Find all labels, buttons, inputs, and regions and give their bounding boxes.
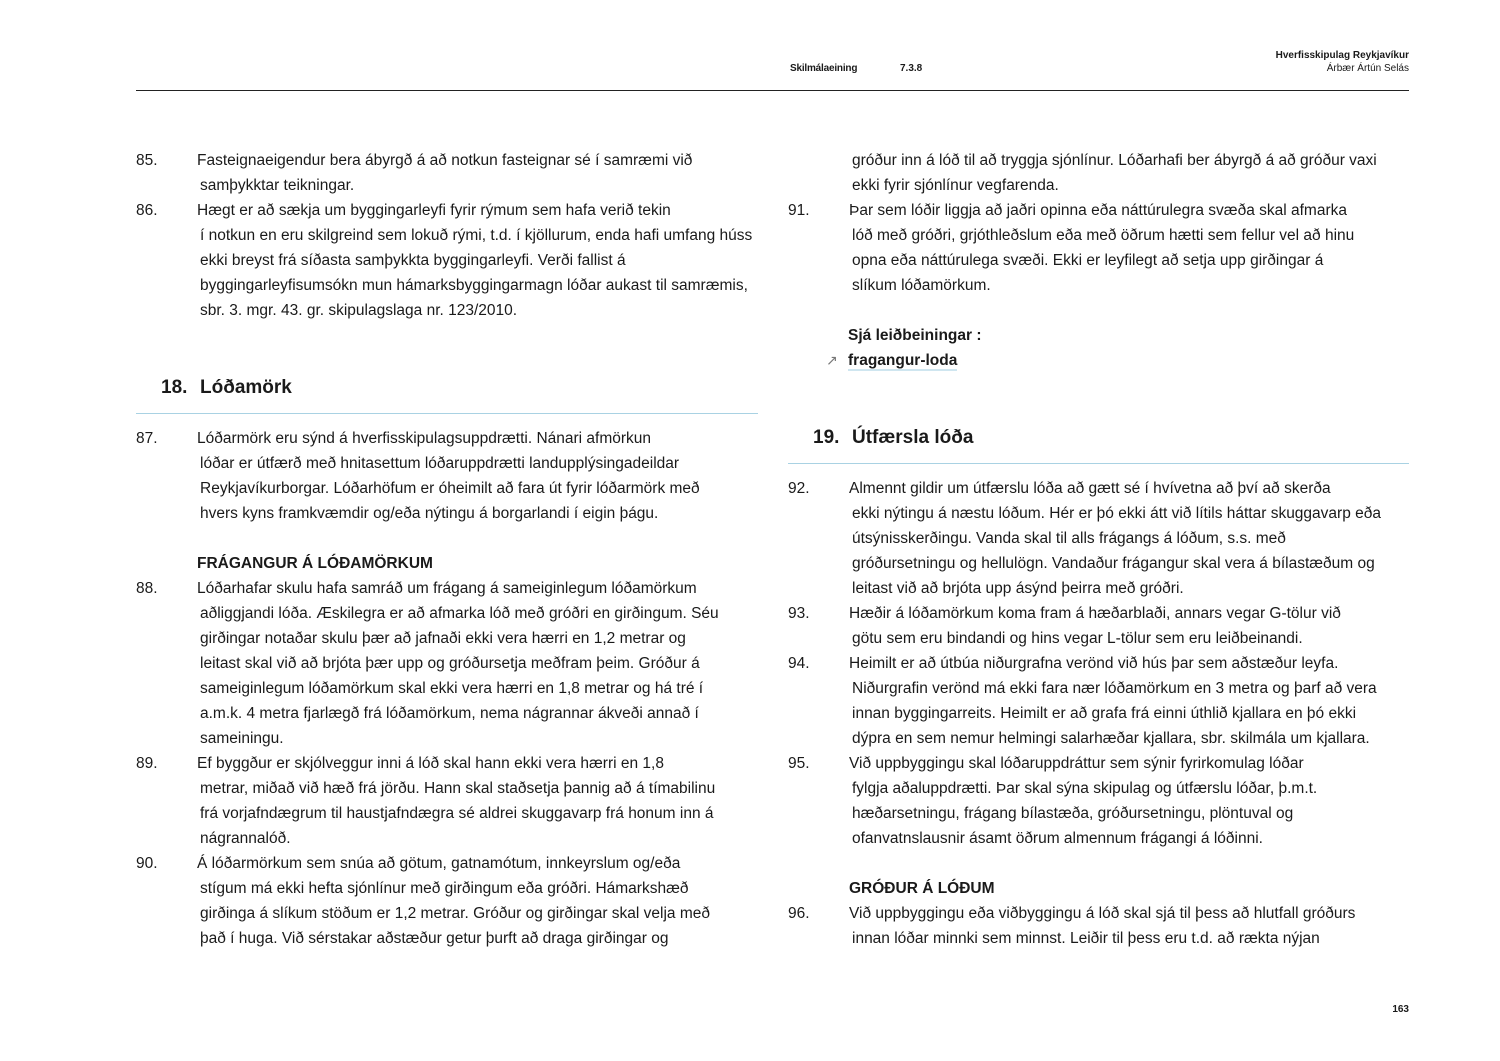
list-item <box>136 426 758 526</box>
item-continuation: fylgja aðaluppdrætti. Þar skal sýna skipulag og útfærslu lóðar, þ.m.t. hæðarsetningu, frágang bílastæða, gróðursetningu, plöntuval og ofanvatnslausnir ásamt öðrum almennum frágangi á lóðinni. <box>852 780 1318 847</box>
item-first-line: Við uppbyggingu eða viðbyggingu á lóð skal sjá til þess að hlutfall gróðurs <box>849 905 1356 922</box>
list-item <box>788 198 1409 298</box>
item-number: 88. <box>136 580 158 597</box>
list-item <box>788 751 1409 851</box>
subheading: GRÓÐUR Á LÓÐUM <box>849 880 995 897</box>
item-continuation: samþykktar teikningar. <box>200 177 355 194</box>
item-first-line: Heimilt er að útbúa niðurgrafna verönd við hús þar sem aðstæður leyfa. <box>849 655 1339 672</box>
header-section-number: 7.3.8 <box>900 63 923 74</box>
section-heading-19 <box>788 425 1409 464</box>
item-first-line: Lóðarhafar skulu hafa samráð um frágang á sameiginlegum lóðamörkum <box>197 580 697 597</box>
carry-over-text: gróður inn á lóð til að tryggja sjónlínur. Lóðarhafi ber ábyrgð á að gróður vaxi ekki fyrir sjónlínur vegfarenda. <box>852 152 1377 194</box>
item-continuation: aðliggjandi lóða. Æskilegra er að afmarka lóð með gróðri en girðingum. Séu girðingar notaðar skulu þær að jafnaði ekki vera hærri en 1,2 metrar og leitast skal við að brjóta þær upp og gróðursetja meðfram þeim. Gróður á sameiginlegum lóðamörkum skal ekki vera hærri en 1,8 metrar og há tré í a.m.k. 4 metra fjarlægð frá lóðamörkum, nema nágrannar ákveði annað í sameiningu. <box>200 605 719 747</box>
list-item <box>136 198 758 323</box>
list-item <box>788 601 1409 651</box>
list-item <box>788 651 1409 751</box>
section-number: 19. <box>813 427 840 448</box>
item-first-line: Þar sem lóðir liggja að jaðri opinna eða náttúrulegra svæða skal afmarka <box>849 202 1347 219</box>
section-heading-18 <box>136 375 758 414</box>
section-title: Útfærsla lóða <box>852 427 974 448</box>
item-number: 93. <box>788 605 810 622</box>
item-first-line: Við uppbyggingu skal lóðaruppdráttur sem sýnir fyrirkomulag lóðar <box>849 755 1304 772</box>
item-first-line: Lóðarmörk eru sýnd á hverfisskipulagsuppdrætti. Nánari afmörkun <box>197 430 652 447</box>
page-header <box>136 0 1409 91</box>
item-number: 87. <box>136 430 158 447</box>
item-continuation: í notkun en eru skilgreind sem lokuð rými, t.d. í kjöllurum, enda hafi umfang húss ekki breyst frá síðasta samþykkta byggingarleyfi. Verði fallist á byggingarleyfisumsókn mun hámarksbyggingarmagn lóðar aukast til samræmis, sbr. 3. mgr. 43. gr. skipulagslaga nr. 123/2010. <box>200 227 753 319</box>
item-number: 91. <box>788 202 810 219</box>
page-number: 163 <box>1392 1004 1409 1015</box>
header-section-label: Skilmálaeining <box>790 63 858 74</box>
item-first-line: Hægt er að sækja um byggingarleyfi fyrir rýmum sem hafa verið tekin <box>197 202 671 219</box>
item-first-line: Almennt gildir um útfærslu lóða að gætt sé í hvívetna að því að skerða <box>849 480 1331 497</box>
item-first-line: Á lóðarmörkum sem snúa að götum, gatnamótum, innkeyrslum og/eða <box>197 855 681 872</box>
item-continuation: innan lóðar minnki sem minnst. Leiðir til þess eru t.d. að rækta nýjan <box>852 930 1320 947</box>
right-column <box>788 148 1409 951</box>
item-number: 92. <box>788 480 810 497</box>
item-first-line: Ef byggður er skjólveggur inni á lóð skal hann ekki vera hærri en 1,8 <box>197 755 664 772</box>
list-item <box>136 576 758 751</box>
item-first-line: Hæðir á lóðamörkum koma fram á hæðarblaði, annars vegar G-tölur við <box>849 605 1341 622</box>
item-number: 90. <box>136 855 158 872</box>
item-number: 95. <box>788 755 810 772</box>
item-number: 85. <box>136 152 158 169</box>
left-column <box>136 148 758 951</box>
external-link-icon: ↗ <box>826 352 838 368</box>
list-item <box>136 751 758 851</box>
list-item <box>788 476 1409 601</box>
item-continuation: ekki nýtingu á næstu lóðum. Hér er þó ekki átt við lítils háttar skuggavarp eða útsýnisskerðingu. Vanda skal til alls frágangs á lóðum, s.s. með gróðursetningu og hellulögn. Vandaður frágangur skal vera á bílastæðum og leitast við að brjóta upp ásýnd þeirra með gróðri. <box>852 505 1381 597</box>
item-continuation: stígum má ekki hefta sjónlínur með girðingum eða gróðri. Hámarkshæð girðinga á slíkum stöðum er 1,2 metrar. Gróður og girðingar skal velja með það í huga. Við sérstakar aðstæður getur þurft að draga girðingar og <box>200 880 711 947</box>
header-doc-title: Hverfisskipulag Reykjavíkur <box>1275 50 1409 61</box>
guide-link-row[interactable] <box>788 348 1409 373</box>
item-number: 96. <box>788 905 810 922</box>
list-item <box>788 901 1409 951</box>
guide-link[interactable]: fragangur-loda <box>848 352 958 369</box>
subheading: FRÁGANGUR Á LÓÐAMÖRKUM <box>197 555 433 572</box>
item-continuation: metrar, miðað við hæð frá jörðu. Hann skal staðsetja þannig að á tímabilinu frá vorjafndægrum til haustjafndægra sé aldrei skuggavarp frá honum inn á nágrannalóð. <box>200 780 716 847</box>
item-number: 89. <box>136 755 158 772</box>
item-continuation: götu sem eru bindandi og hins vegar L-tölur sem eru leiðbeinandi. <box>852 630 1303 647</box>
section-number: 18. <box>161 377 188 398</box>
item-first-line: Fasteignaeigendur bera ábyrgð á að notkun fasteignar sé í samræmi við <box>197 152 693 169</box>
item-number: 86. <box>136 202 158 219</box>
item-number: 94. <box>788 655 810 672</box>
header-area-name: Árbær Ártún Selás <box>1326 63 1409 74</box>
item-continuation: Niðurgrafin verönd má ekki fara nær lóðamörkum en 3 metra og þarf að vera innan byggingarreits. Heimilt er að grafa frá einni úthlið kjallara en þó ekki dýpra en sem nemur helmingi salarhæðar kjallara, sbr. skilmála um kjallara. <box>852 680 1377 747</box>
list-item <box>136 148 758 198</box>
section-title: Lóðamörk <box>200 377 292 398</box>
header-doc-info <box>1276 49 1409 75</box>
list-item <box>136 851 758 951</box>
guide-label: Sjá leiðbeiningar : <box>848 327 982 344</box>
item-continuation: lóð með gróðri, grjóthleðslum eða með öðrum hætti sem fellur vel að hinu opna eða náttúrulega svæði. Ekki er leyfilegt að setja upp girðingar á slíkum lóðamörkum. <box>852 227 1355 294</box>
item-continuation: lóðar er útfærð með hnitasettum lóðaruppdrætti landupplýsingadeildar Reykjavíkurborgar. Lóðarhöfum er óheimilt að fara út fyrir lóðarmörk með hvers kyns framkvæmdir og/eða nýtingu á borgarlandi í eigin þágu. <box>200 455 700 522</box>
